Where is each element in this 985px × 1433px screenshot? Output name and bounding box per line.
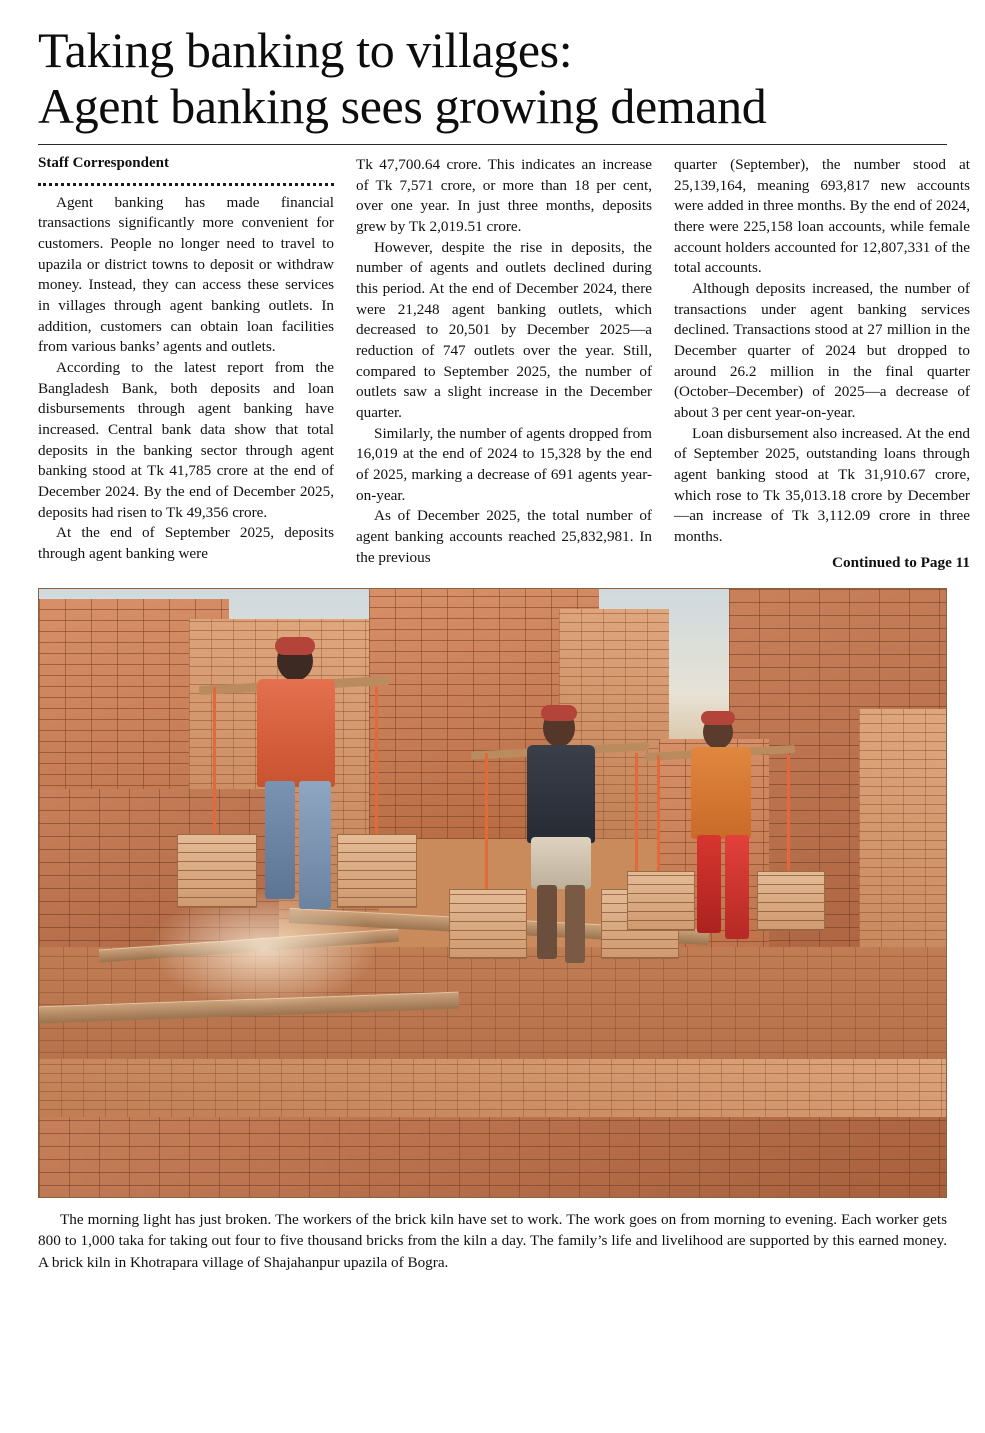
byline: Staff Correspondent <box>38 155 169 171</box>
brick-load <box>757 871 825 931</box>
photo-illustration <box>39 589 946 1197</box>
head-scarf <box>701 711 735 725</box>
worker-figure <box>219 629 369 959</box>
paragraph: Agent banking has made financial transactions significantly more convenient for customers. People no longer need to travel to upazila or district towns to deposit or withdraw money. Instead, they can access these services in villages through agent banking outlets. In addition, customers can obtain loan facilities from various banks’ agents and outlets. <box>38 193 334 356</box>
paragraph: Tk 47,700.64 crore. This indicates an increase of Tk 7,571 crore, or more than 18 per cent, over one year. In just three months, deposits grew by Tk 2,019.51 crore. <box>356 156 652 236</box>
worker-leg <box>265 781 295 899</box>
worker-leg <box>725 835 749 939</box>
worker-figure <box>489 689 629 989</box>
paragraph: However, despite the rise in deposits, the number of agents and outlets declined during this period. At the end of December 2024, there were 21,248 agent banking outlets, which decreased to 20,501 by December 2025—a reduction of 747 outlets over the year. Still, compared to September 2025, the number of outlets saw a slight increase in the December quarter. <box>356 238 652 422</box>
head-scarf <box>541 705 577 721</box>
photo-caption: The morning light has just broken. The workers of the brick kiln have set to work. The work goes on from morning to evening. Each worker gets 800 to 1,000 taka for taking out four to five thousand bricks from the kiln a day. The family’s life and livelihood are supported by this earned money. A brick kiln in Khotrapara village of Shajahanpur upazila of Bogra. <box>38 1210 947 1271</box>
paragraph: Similarly, the number of agents dropped from 16,019 at the end of 2024 to 15,328 by the end of 2025, marking a decrease of 691 agents year-on-year. <box>356 424 652 504</box>
worker-figure <box>659 699 779 979</box>
paragraph: At the end of September 2025, deposits through agent banking were <box>38 524 334 562</box>
worker-torso <box>691 747 751 839</box>
headline-line-2: Agent banking sees growing demand <box>38 78 767 134</box>
worker-leg <box>565 885 585 963</box>
headline-divider <box>38 144 947 145</box>
article-photo <box>38 588 947 1198</box>
paragraph: According to the latest report from the Bangladesh Bank, both deposits and loan disbursements through agent banking have increased. Central bank data show that total deposits in the banking sector through agent banking stood at Tk 41,785 crore at the end of December 2024. By the end of December 2025, deposits had risen to Tk 49,356 crore. <box>38 358 334 521</box>
head-scarf <box>275 637 315 655</box>
article-column-2 <box>356 155 652 572</box>
load-rope <box>375 687 378 837</box>
foreground-brick-row <box>39 1059 946 1119</box>
paragraph: Although deposits increased, the number of transactions under agent banking services declined. Transactions stood at 27 million in the December quarter of 2024 but dropped to around 26.2 million in the final quarter (October–December) of 2025—a decrease of about 3 per cent year-on-year. <box>674 280 970 422</box>
article-column-3 <box>674 155 970 572</box>
continued-note: Continued to Page 11 <box>832 553 970 571</box>
brick-load <box>337 834 417 908</box>
paragraph: Loan disbursement also increased. At the end of September 2025, outstanding loans through agent banking stood at Tk 31,910.67 crore, which rose to Tk 35,013.18 crore by December—an increase of Tk 3,112.09 crore in three months. <box>674 424 970 546</box>
byline-dotted-rule <box>38 175 334 186</box>
page-title <box>38 22 947 134</box>
load-rope <box>787 755 790 875</box>
brick-load <box>627 871 695 931</box>
paragraph: As of December 2025, the total number of agent banking accounts reached 25,832,981. In the previous <box>356 507 652 566</box>
load-rope <box>485 753 488 893</box>
brick-load <box>177 834 257 908</box>
worker-lungi <box>531 837 591 889</box>
load-rope <box>213 687 216 837</box>
worker-leg <box>697 835 721 933</box>
foreground-brick-row <box>39 1117 946 1197</box>
article-column-1 <box>38 155 334 572</box>
worker-leg <box>299 781 331 909</box>
worker-torso <box>527 745 595 843</box>
load-rope <box>657 755 660 875</box>
article-columns <box>38 155 970 572</box>
paragraph: quarter (September), the number stood at 25,139,164, meaning 693,817 new accounts were added in three months. By the end of 2024, there were 225,158 loan accounts, while female account holders accounted for 12,807,331 of the total accounts. <box>674 156 970 277</box>
headline-line-1: Taking banking to villages: <box>38 22 573 78</box>
worker-torso <box>257 679 335 787</box>
brick-load <box>449 889 527 959</box>
worker-leg <box>537 885 557 959</box>
